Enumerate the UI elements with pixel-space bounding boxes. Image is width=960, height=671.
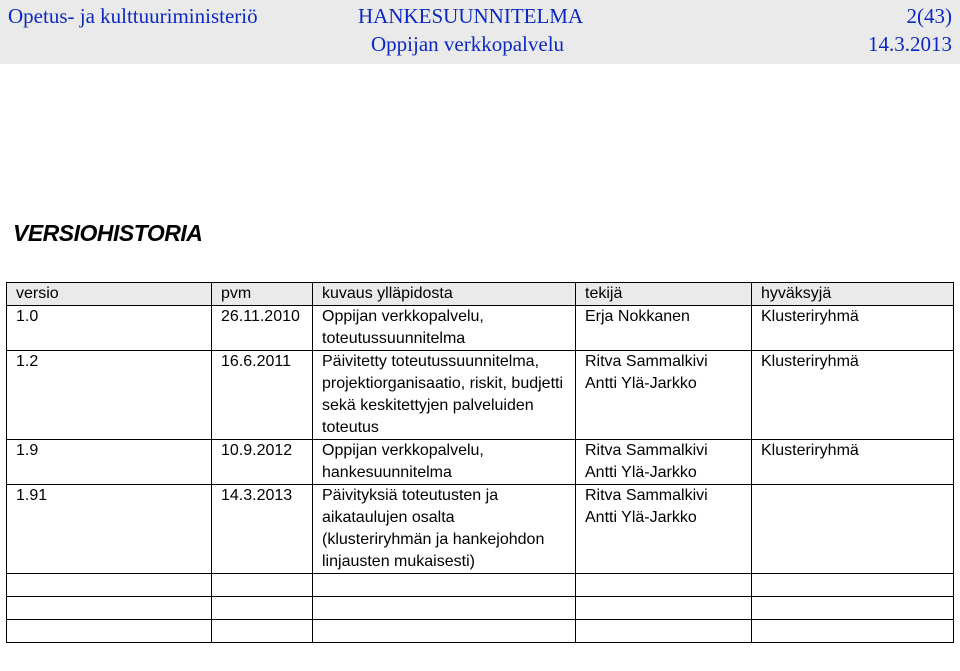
author-line: Antti Ylä-Jarkko	[585, 464, 697, 481]
description-line: linjausten mukaisesti)	[322, 553, 475, 570]
description-line: aikataulujen osalta	[322, 509, 455, 526]
cell-approver: Klusteriryhmä	[752, 306, 954, 351]
column-header-description: kuvaus ylläpidosta	[313, 283, 576, 306]
description-line: hankesuunnitelma	[322, 464, 452, 481]
empty-cell	[313, 597, 576, 620]
header-line-1	[8, 4, 952, 32]
page-number: 2(43)	[906, 4, 952, 28]
column-header-date: pvm	[212, 283, 313, 306]
empty-cell	[752, 597, 954, 620]
description-line: projektiorganisaatio, riskit, budjetti	[322, 375, 564, 392]
cell-description	[313, 306, 576, 351]
empty-cell	[752, 574, 954, 597]
empty-row	[7, 597, 954, 620]
empty-cell	[576, 597, 752, 620]
table-row	[7, 306, 954, 351]
empty-cell	[212, 574, 313, 597]
ministry-name: Opetus- ja kulttuuriministeriö	[8, 4, 258, 28]
cell-date: 14.3.2013	[212, 485, 313, 574]
author-line: Ritva Sammalkivi	[585, 353, 708, 370]
page-header	[0, 0, 960, 64]
empty-cell	[576, 574, 752, 597]
author-line: Ritva Sammalkivi	[585, 442, 708, 459]
description-line: sekä keskitettyjen palveluiden	[322, 397, 534, 414]
cell-version: 1.9	[7, 440, 212, 485]
cell-date: 10.9.2012	[212, 440, 313, 485]
empty-row	[7, 620, 954, 643]
empty-cell	[212, 620, 313, 643]
cell-version: 1.91	[7, 485, 212, 574]
table-row	[7, 440, 954, 485]
author-line: Antti Ylä-Jarkko	[585, 509, 697, 526]
header-line-2	[8, 32, 952, 60]
document-type: HANKESUUNNITELMA	[358, 4, 584, 28]
column-header-version: versio	[7, 283, 212, 306]
cell-date: 16.6.2011	[212, 351, 313, 440]
document-date: 14.3.2013	[868, 32, 952, 56]
cell-approver: Klusteriryhmä	[752, 440, 954, 485]
empty-cell	[7, 620, 212, 643]
cell-approver: Klusteriryhmä	[752, 351, 954, 440]
cell-description	[313, 351, 576, 440]
version-history-table	[6, 282, 954, 643]
column-header-approver: hyväksyjä	[752, 283, 954, 306]
cell-date: 26.11.2010	[212, 306, 313, 351]
description-line: toteutus	[322, 419, 379, 436]
cell-author	[576, 440, 752, 485]
description-line: Päivityksiä toteutusten ja	[322, 487, 499, 504]
empty-cell	[313, 620, 576, 643]
empty-cell	[7, 597, 212, 620]
description-line: Oppijan verkkopalvelu,	[322, 442, 484, 459]
empty-cell	[313, 574, 576, 597]
section-title: VERSIOHISTORIA	[13, 220, 203, 246]
cell-author	[576, 351, 752, 440]
cell-description	[313, 440, 576, 485]
cell-approver	[752, 485, 954, 574]
project-name: Oppijan verkkopalvelu	[371, 32, 565, 56]
description-line: toteutussuunnitelma	[322, 330, 466, 347]
cell-description	[313, 485, 576, 574]
table-header-row	[7, 283, 954, 306]
empty-cell	[7, 574, 212, 597]
description-line: Päivitetty toteutussuunnitelma,	[322, 353, 540, 370]
cell-author	[576, 485, 752, 574]
empty-cell	[576, 620, 752, 643]
empty-cell	[212, 597, 313, 620]
author-line: Ritva Sammalkivi	[585, 487, 708, 504]
author-line: Antti Ylä-Jarkko	[585, 375, 697, 392]
description-line: Oppijan verkkopalvelu,	[322, 308, 484, 325]
table-row	[7, 485, 954, 574]
column-header-author: tekijä	[576, 283, 752, 306]
cell-author	[576, 306, 752, 351]
table-row	[7, 351, 954, 440]
empty-cell	[752, 620, 954, 643]
author-line: Erja Nokkanen	[585, 308, 690, 325]
cell-version: 1.2	[7, 351, 212, 440]
description-line: (klusteriryhmän ja hankejohdon	[322, 531, 545, 548]
empty-row	[7, 574, 954, 597]
cell-version: 1.0	[7, 306, 212, 351]
